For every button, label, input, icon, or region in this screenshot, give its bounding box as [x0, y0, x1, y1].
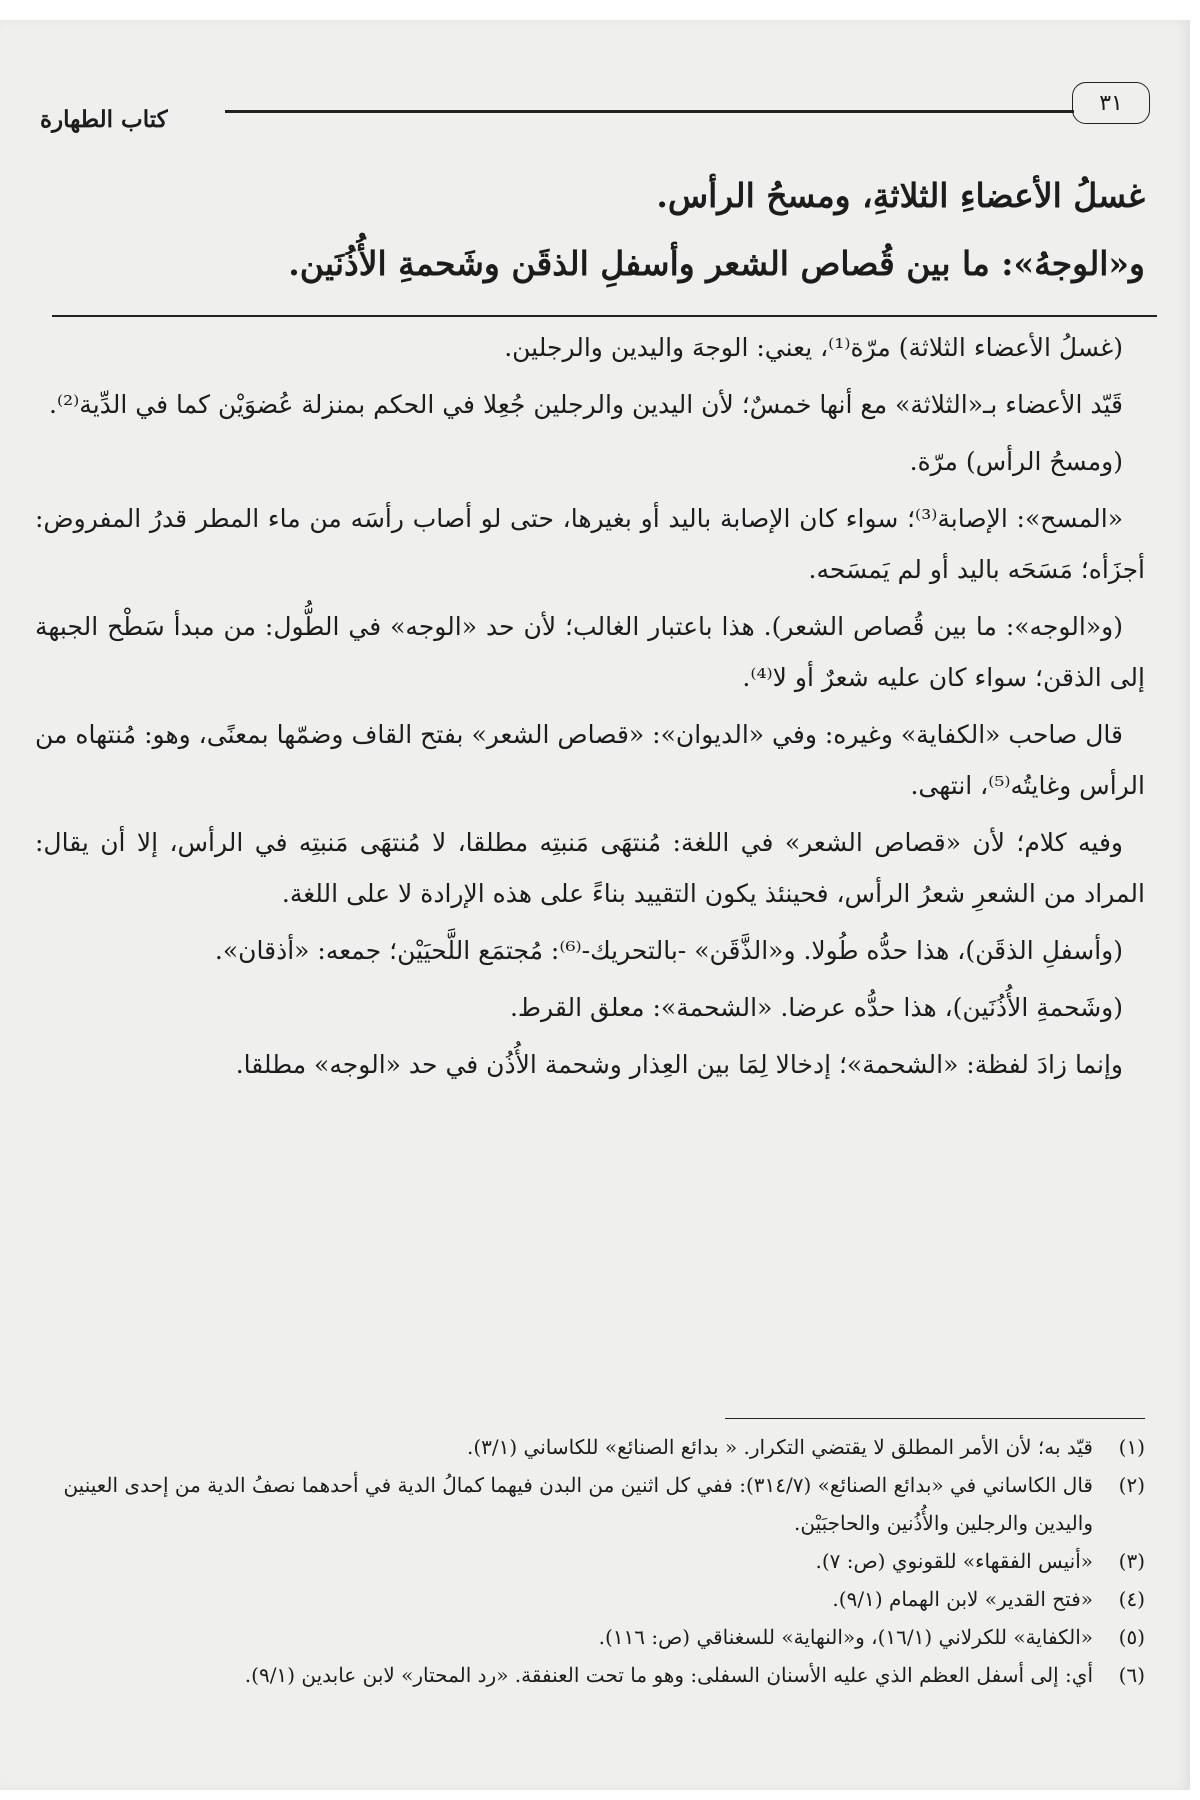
main-text [35, 162, 1145, 298]
commentary [35, 322, 1145, 1096]
book-title: كتاب الطهارة [40, 106, 168, 133]
commentary-paragraph: قَيّد الأعضاء بـ«الثلاثة» مع أنها خمسٌ؛ لأن اليدين والرجلين جُعِلا في الحكم بمنزلة عُضوَيْن كما في الدِّية⁽²⁾. [49, 390, 1123, 419]
main-text-line: غسلُ الأعضاءِ الثلاثةِ، ومسحُ الرأس. [656, 176, 1145, 215]
header-rule [225, 110, 1074, 113]
page-header [40, 82, 1150, 132]
main-text-divider [52, 315, 1157, 317]
footnotes [35, 1428, 1145, 1694]
footnote [35, 1428, 1145, 1466]
commentary-paragraph: قال صاحب «الكفاية» وغيره: وفي «الديوان»: «قصاص الشعر» بفتح القاف وضمّها بمعنًى، وهو: مُنتهاه من الرأس وغايتُه⁽⁵⁾، انتهى. [35, 720, 1145, 800]
footnote [35, 1580, 1145, 1618]
footnote-text: «الكفاية» للكرلاني (١٦/١)، و«النهاية» للسغناقي (ص: ١١٦). [598, 1625, 1093, 1649]
footnote-number: (٢) [1118, 1473, 1145, 1497]
footnote-separator [725, 1418, 1145, 1419]
footnote-text: قيّد به؛ لأن الأمر المطلق لا يقتضي التكرار. « بدائع الصنائع» للكاساني (٣/١). [466, 1435, 1093, 1459]
commentary-paragraph: (غسلُ الأعضاء الثلاثة) مرّة⁽¹⁾، يعني: الوجهَ واليدين والرجلين. [504, 333, 1123, 362]
footnote-number: (٣) [1118, 1549, 1145, 1573]
page-number: ٣١ [1072, 82, 1150, 124]
commentary-paragraph: (ومسحُ الرأس) مرّة. [909, 447, 1123, 476]
commentary-paragraph: وفيه كلام؛ لأن «قصاص الشعر» في اللغة: مُنتهَى مَنبتِه مطلقا، لا مُنتهَى مَنبتِه في الرأس، إلا أن يقال: المراد من الشعرِ شعرُ الرأس، فحينئذ يكون التقييد بناءً على هذه الإرادة لا على اللغة. [35, 828, 1145, 908]
footnote-text: أي: إلى أسفل العظم الذي عليه الأسنان السفلى: وهو ما تحت العنفقة. «رد المحتار» لابن عابدين (٩/١). [244, 1663, 1093, 1687]
footnote [35, 1618, 1145, 1656]
footnote-number: (٥) [1118, 1625, 1145, 1649]
commentary-paragraph: «المسح»: الإصابة⁽³⁾؛ سواء كان الإصابة باليد أو بغيرها، حتى لو أصاب رأسَه من ماء المطر قدرُ المفروض: أجزَأه؛ مَسَحَه باليد أو لم يَمسَحه. [35, 504, 1145, 584]
commentary-paragraph: وإنما زادَ لفظة: «الشحمة»؛ إدخالا لِمَا بين العِذار وشحمة الأُذُن في حد «الوجه» مطلقا. [235, 1050, 1123, 1079]
footnote [35, 1466, 1145, 1542]
footnote [35, 1656, 1145, 1694]
footnote-text: «فتح القدير» لابن الهمام (٩/١). [832, 1587, 1093, 1611]
commentary-paragraph: (وشَحمةِ الأُذُنَين)، هذا حدُّه عرضا. «الشحمة»: معلق القرط. [509, 993, 1123, 1022]
footnote-text: «أنيس الفقهاء» للقونوي (ص: ٧). [815, 1549, 1093, 1573]
footnote [35, 1542, 1145, 1580]
footnote-number: (٤) [1118, 1587, 1145, 1611]
footnote-number: (٦) [1118, 1663, 1145, 1687]
book-page [0, 20, 1190, 1790]
main-text-line: و«الوجهُ»: ما بين قُصاص الشعر وأسفلِ الذقَن وشَحمةِ الأُذُنَين. [288, 244, 1145, 283]
commentary-paragraph: (وأسفلِ الذقَن)، هذا حدُّه طُولا. و«الذَّقَن» -بالتحريك-⁽⁶⁾: مُجتمَع اللَّحيَيْن؛ جمعه: «أذقان». [214, 936, 1123, 965]
footnote-text: قال الكاساني في «بدائع الصنائع» (٣١٤/٧): ففي كل اثنين من البدن فيهما كمالُ الدية في أحدهما نصفُ الدية من إحدى العينين واليدين والرجلين والأُذُنين والحاجبَيْن. [63, 1473, 1093, 1535]
commentary-paragraph: (و«الوجه»: ما بين قُصاص الشعر). هذا باعتبار الغالب؛ لأن حد «الوجه» في الطُّول: من مبدأ سَطْح الجبهة إلى الذقن؛ سواء كان عليه شعرٌ أو لا⁽⁴⁾. [35, 612, 1145, 692]
footnote-number: (١) [1118, 1435, 1145, 1459]
